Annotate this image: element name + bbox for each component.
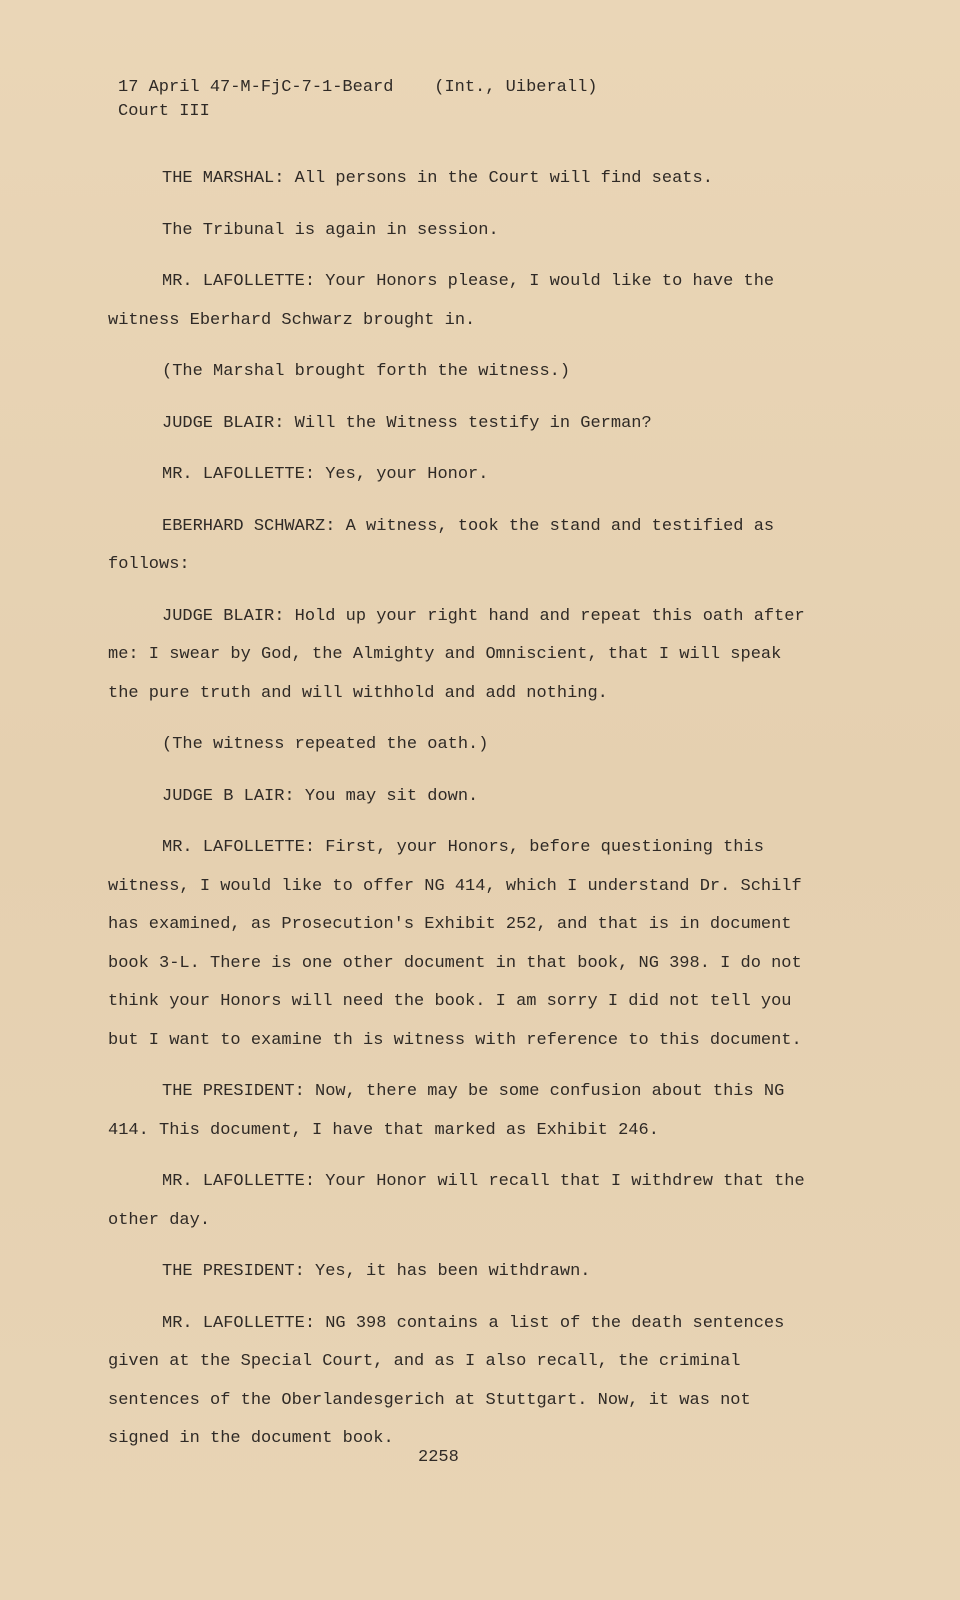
transcript-body	[108, 160, 808, 1472]
paragraph: MR. LAFOLLETTE: Yes, your Honor.	[162, 465, 489, 484]
page-number: 2258	[418, 1448, 459, 1467]
paragraph: JUDGE BLAIR: Hold up your right hand and repeat this oath after me: I swear by God, the Almighty and Omniscient, that I will speak the pure truth and will withhold and add nothing.	[108, 606, 805, 703]
paragraph: MR. LAFOLLETTE: First, your Honors, before questioning this witness, I would like to offer NG 414, which I understand Dr. Schilf has examined, as Prosecution's Exhibit 252, and that is in document book 3-L. There is one other document in that book, NG 398. I do not think your Honors will need the book. I am sorry I did not tell you but I want to examine th is witness with reference to this document.	[108, 838, 802, 1050]
paragraph: JUDGE BLAIR: Will the Witness testify in German?	[162, 413, 652, 433]
paragraph: MR. LAFOLLETTE: Your Honors please, I would like to have the witness Eberhard Schwarz brought in.	[108, 272, 775, 330]
paragraph: THE PRESIDENT: Now, there may be some confusion about this NG 414. This document, I have that marked as Exhibit 246.	[108, 1082, 785, 1140]
paragraph: THE PRESIDENT: Yes, it has been withdrawn.	[162, 1262, 591, 1281]
paragraph: THE MARSHAL: All persons in the Court will find seats.	[162, 169, 713, 188]
header-court-line: Court III	[118, 102, 210, 121]
document-header	[118, 76, 597, 124]
paragraph: (The Marshal brought forth the witness.)	[162, 362, 571, 381]
paragraph: JUDGE B LAIR: You may sit down.	[162, 786, 479, 806]
paragraph: MR. LAFOLLETTE: Your Honor will recall that I withdrew that the other day.	[108, 1172, 805, 1230]
paragraph: The Tribunal is again in session.	[162, 220, 499, 240]
paragraph: (The witness repeated the oath.)	[162, 735, 489, 754]
header-session-line: 17 April 47-M-FjC-7-1-Beard (Int., Uiberall)	[118, 78, 598, 97]
paragraph: EBERHARD SCHWARZ: A witness, took the stand and testified as follows:	[108, 516, 775, 574]
paragraph: MR. LAFOLLETTE: NG 398 contains a list of the death sentences given at the Special Court, and as I also recall, the criminal sentences of the Oberlandesgerich at Stuttgart. Now, it was not signed in the document book.	[108, 1313, 785, 1448]
